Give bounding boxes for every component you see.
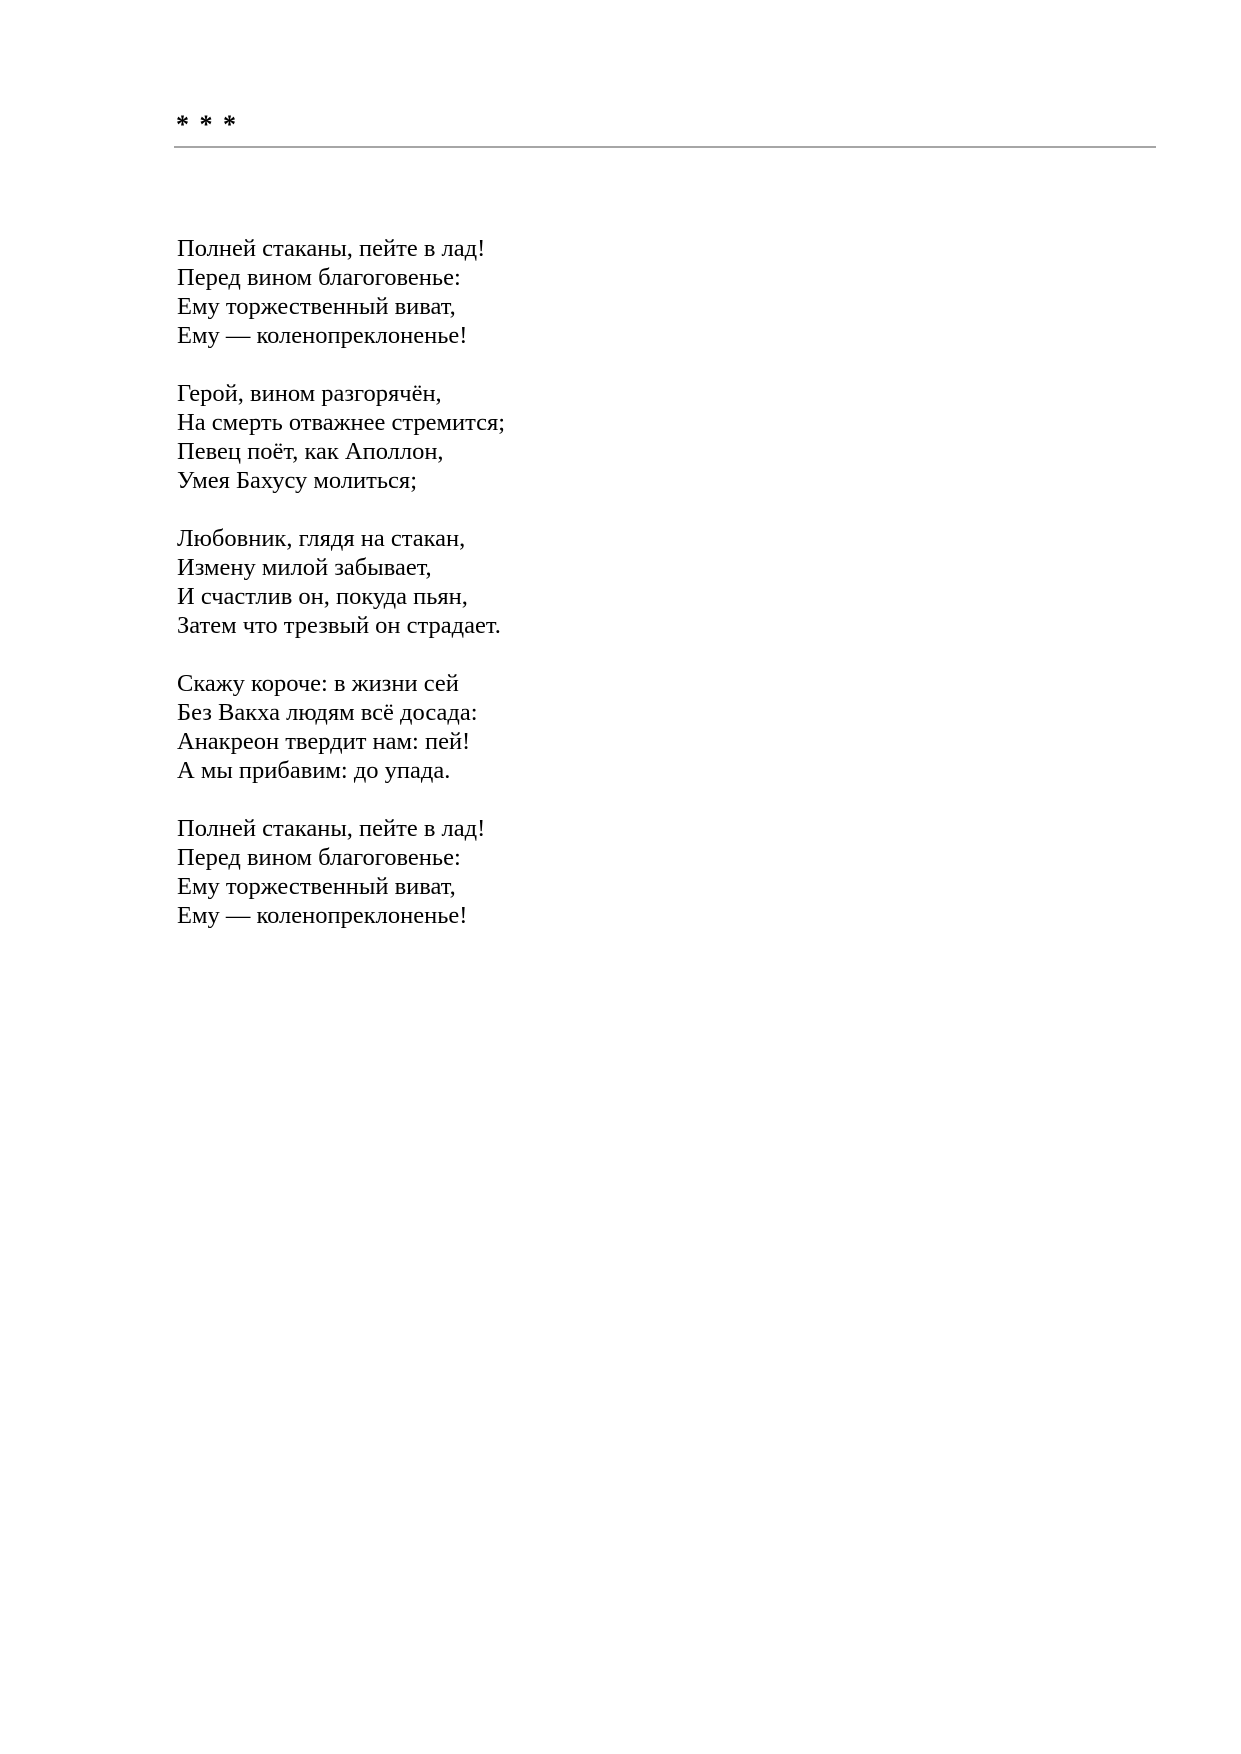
stanza (177, 234, 1077, 350)
poem-line: Без Вакха людям всё досада: (177, 699, 478, 726)
stanza (177, 669, 1077, 785)
poem-line: Скажу короче: в жизни сей (177, 670, 459, 697)
poem-line: Анакреон твердит нам: пей! (177, 728, 471, 755)
poem-heading: * * * (176, 110, 238, 139)
stanza (177, 379, 1077, 495)
poem-line: Затем что трезвый он страдает. (177, 612, 501, 639)
poem-line: Полней стаканы, пейте в лад! (177, 235, 486, 262)
poem-line: Полней стаканы, пейте в лад! (177, 815, 486, 842)
poem-line: А мы прибавим: до упада. (177, 757, 451, 784)
poem-line: Ему торжественный виват, (177, 873, 456, 900)
poem-line: Ему торжественный виват, (177, 293, 456, 320)
poem-body (177, 234, 1077, 959)
poem-line: Умея Бахусу молиться; (177, 467, 417, 494)
stanza (177, 524, 1077, 640)
poem-line: Певец поёт, как Аполлон, (177, 438, 444, 465)
poem-line: И счастлив он, покуда пьян, (177, 583, 468, 610)
stanza (177, 814, 1077, 930)
poem-line: Измену милой забывает, (177, 554, 432, 581)
poem-line: Любовник, глядя на стакан, (177, 525, 466, 552)
heading-rule (174, 146, 1156, 148)
poem-line: Герой, вином разгорячён, (177, 380, 442, 407)
poem-line: Перед вином благоговенье: (177, 844, 461, 871)
poem-line: На смерть отважнее стремится; (177, 409, 506, 436)
poem-line: Перед вином благоговенье: (177, 264, 461, 291)
poem-line: Ему — коленопреклоненье! (177, 902, 468, 929)
poem-line: Ему — коленопреклоненье! (177, 322, 468, 349)
